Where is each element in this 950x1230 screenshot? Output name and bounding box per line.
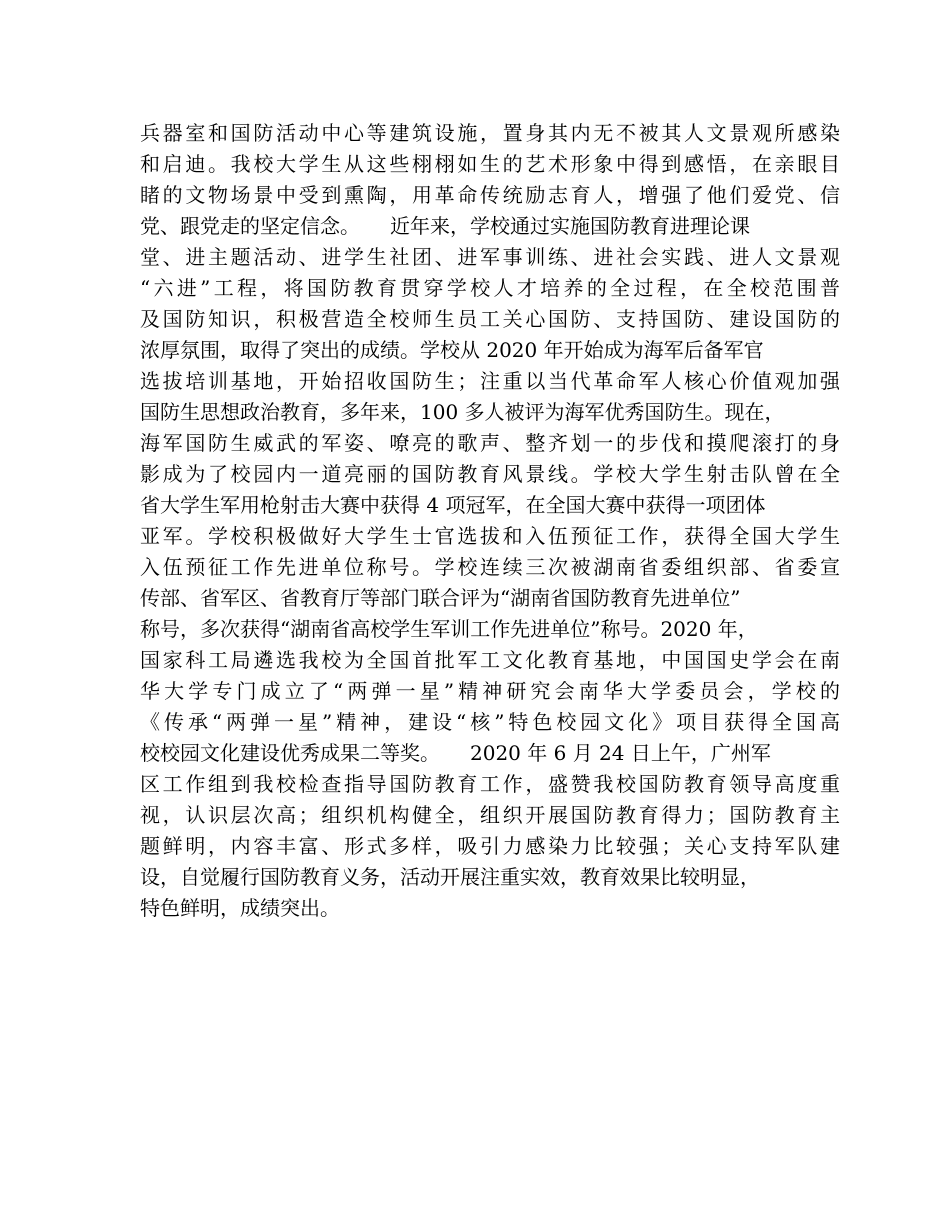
text-line: 影成为了校园内一道亮丽的国防教育风景线。学校大学生射击队曾在全 (140, 462, 840, 486)
text-line: 校校园文化建设优秀成果二等奖。 2020 年 6 月 24 日上午，广州军 (140, 741, 771, 765)
body-text (140, 118, 840, 924)
text-line: “六进”工程，将国防教育贯穿学校人才培养的全过程，在全校范围普 (140, 276, 840, 300)
text-line: 浓厚氛围，取得了突出的成绩。学校从 2020 年开始成为海军后备军官 (140, 338, 764, 362)
text-line: 和启迪。我校大学生从这些栩栩如生的艺术形象中得到感悟，在亲眼目 (140, 152, 840, 176)
text-line: 题鲜明，内容丰富、形式多样，吸引力感染力比较强；关心支持军队建 (140, 834, 840, 858)
text-line: 称号，多次获得“湖南省高校学生军训工作先进单位”称号。2020 年， (140, 617, 758, 641)
text-line: 视，认识层次高；组织机构健全，组织开展国防教育得力；国防教育主 (140, 803, 840, 827)
text-line: 及国防知识，积极营造全校师生员工关心国防、支持国防、建设国防的 (140, 307, 840, 331)
text-line: 华大学专门成立了“两弹一星”精神研究会南华大学委员会，学校的 (140, 679, 840, 703)
text-line: 睹的文物场景中受到熏陶，用革命传统励志育人，增强了他们爱党、信 (140, 183, 840, 207)
text-line: 亚军。学校积极做好大学生士官选拔和入伍预征工作，获得全国大学生 (140, 524, 840, 548)
text-line: 传部、省军区、省教育厅等部门联合评为“湖南省国防教育先进单位” (140, 586, 741, 610)
text-line: 省大学生军用枪射击大赛中获得 4 项冠军，在全国大赛中获得一项团体 (140, 493, 766, 517)
text-line: 入伍预征工作先进单位称号。学校连续三次被湖南省委组织部、省委宣 (140, 555, 840, 579)
text-line: 设，自觉履行国防教育义务，活动开展注重实效，教育效果比较明显， (140, 865, 760, 889)
text-line: 兵器室和国防活动中心等建筑设施，置身其内无不被其人文景观所感染 (140, 121, 840, 145)
text-line: 特色鲜明，成绩突出。 (140, 896, 340, 920)
text-line: 堂、进主题活动、进学生社团、进军事训练、进社会实践、进人文景观 (140, 245, 840, 269)
text-line: 海军国防生威武的军姿、嘹亮的歌声、整齐划一的步伐和摸爬滚打的身 (140, 431, 840, 455)
text-line: 选拔培训基地，开始招收国防生；注重以当代革命军人核心价值观加强 (140, 369, 840, 393)
text-line: 《传承“两弹一星”精神，建设“核”特色校园文化》项目获得全国高 (140, 710, 840, 734)
text-line: 党、跟党走的坚定信念。 近年来，学校通过实施国防教育进理论课 (140, 214, 750, 238)
text-line: 国防生思想政治教育，多年来，100 多人被评为海军优秀国防生。现在， (140, 400, 785, 424)
text-line: 区工作组到我校检查指导国防教育工作，盛赞我校国防教育领导高度重 (140, 772, 840, 796)
text-line: 国家科工局遴选我校为全国首批军工文化教育基地，中国国史学会在南 (140, 648, 840, 672)
